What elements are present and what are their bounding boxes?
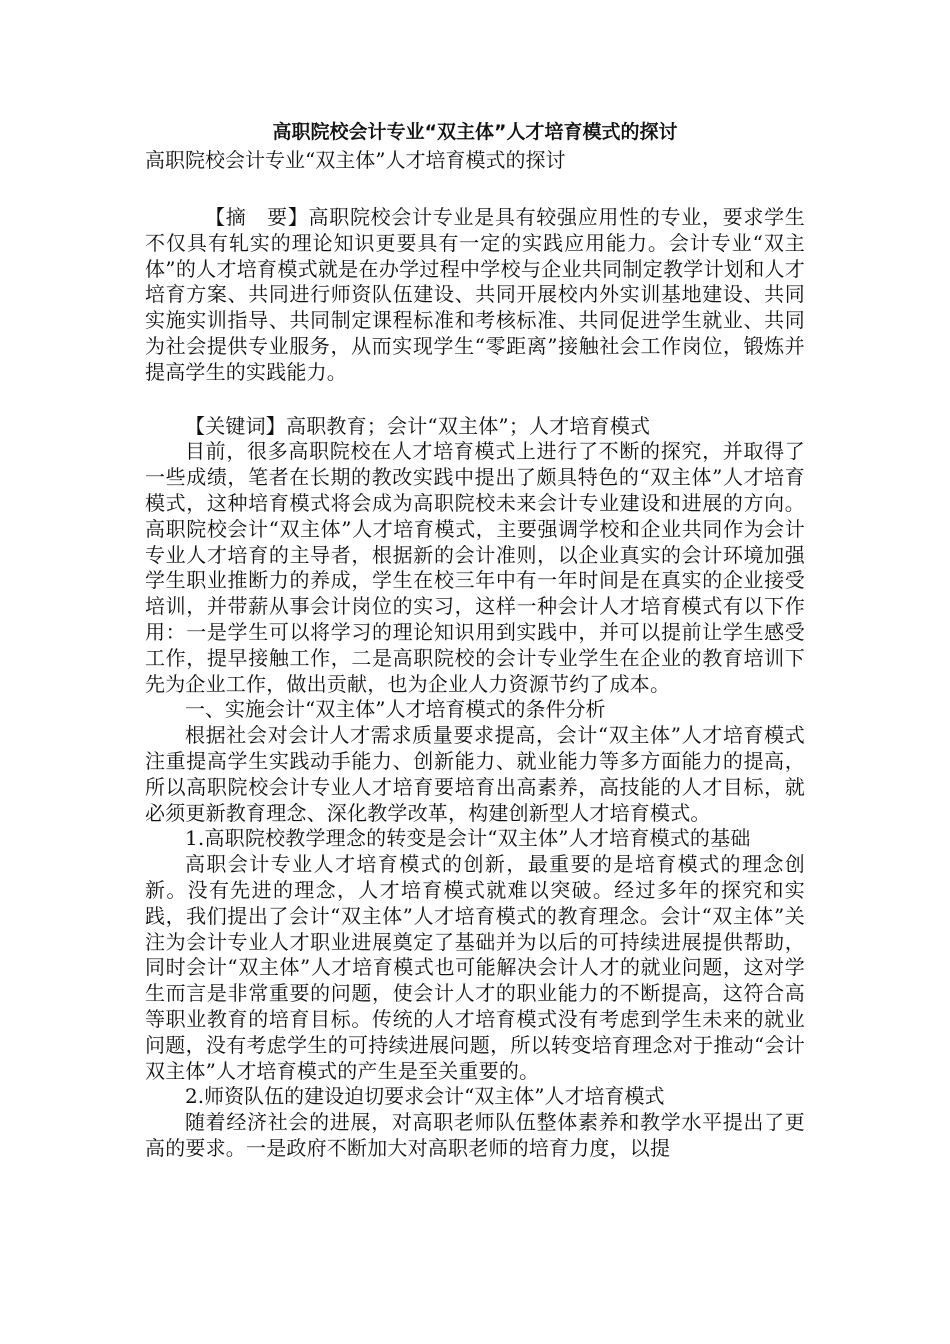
intro-paragraph: 目前，很多高职院校在人才培育模式上进行了不断的探究，并取得了一些成绩，笔者在长期的教改实践中提出了颇具特色的“双主体”人才培育模式，这种培育模式将会成为高职院校未来会计专业建设和进展的方向。高职院校会计“双主体”人才培育模式，主要强调学校和企业共同作为会计专业人才培育的主导者，根据新的会计准则，以企业真实的会计环境加强学生职业推断力的养成，学生在校三年中有一年时间是在真实的企业接受培训，并带薪从事会计岗位的实习，这样一种会计人才培育模式有以下作用：一是学生可以将学习的理论知识用到实践中，并可以提前让学生感受工作，提早接触工作，二是高职院校的会计专业学生在企业的教育培训下先为企业工作，做出贡献，也为企业人力资源节约了成本。 [145, 439, 805, 696]
document-page [145, 118, 805, 1162]
section-1-heading: 一、实施会计“双主体”人才培育模式的条件分析 [185, 697, 606, 722]
document-title: 高职院校会计专业“双主体”人才培育模式的探讨 [272, 121, 678, 143]
keywords-line: 【关键词】高职教育；会计“双主体”；人才培育模式 [185, 413, 651, 438]
abstract-paragraph: 【摘 要】高职院校会计专业是具有较强应用性的专业，要求学生不仅具有轧实的理论知识更要具有一定的实践应用能力。会计专业“双主体”的人才培育模式就是在办学过程中学校与企业共同制定教学计划和人才培育方案、共同进行师资队伍建设、共同开展校内外实训基地建设、共同实施实训指导、共同制定课程标准和考核标准、共同促进学生就业、共同为社会提供专业服务，从而实现学生“零距离”接触社会工作岗位，锻炼并提高学生的实践能力。 [145, 205, 805, 384]
subsection-1-paragraph: 高职会计专业人才培育模式的创新，最重要的是培育模式的理念创新。没有先进的理念，人才培育模式就难以突破。经过多年的探究和实践，我们提出了会计“双主体”人才培育模式的教育理念。会计“双主体”关注为会计专业人才职业进展奠定了基础并为以后的可持续进展提供帮助，同时会计“双主体”人才培育模式也可能解决会计人才的就业问题，这对学生而言是非常重要的问题，使会计人才的职业能力的不断提高，这符合高等职业教育的培育目标。传统的人才培育模式没有考虑到学生未来的就业问题，没有考虑学生的可持续进展问题，所以转变培育理念对于推动“会计双主体”人才培育模式的产生是至关重要的。 [145, 852, 805, 1083]
section-1-paragraph: 根据社会对会计人才需求质量要求提高，会计“双主体”人才培育模式注重提高学生实践动手能力、创新能力、就业能力等多方面能力的提高，所以高职院校会计专业人才培育要培育出高素养，高技能的人才目标，就必须更新教育理念、深化教学改革，构建创新型人才培育模式。 [145, 723, 805, 825]
subsection-1-heading: 1.高职院校教学理念的转变是会计“双主体”人才培育模式的基础 [185, 826, 751, 851]
document-subtitle: 高职院校会计专业“双主体”人才培育模式的探讨 [145, 148, 566, 172]
subsection-2-paragraph: 随着经济社会的进展，对高职老师队伍整体素养和教学水平提出了更高的要求。一是政府不断加大对高职老师的培育力度，以提 [145, 1110, 805, 1160]
subsection-2-heading: 2.师资队伍的建设迫切要求会计“双主体”人才培育模式 [185, 1084, 665, 1109]
